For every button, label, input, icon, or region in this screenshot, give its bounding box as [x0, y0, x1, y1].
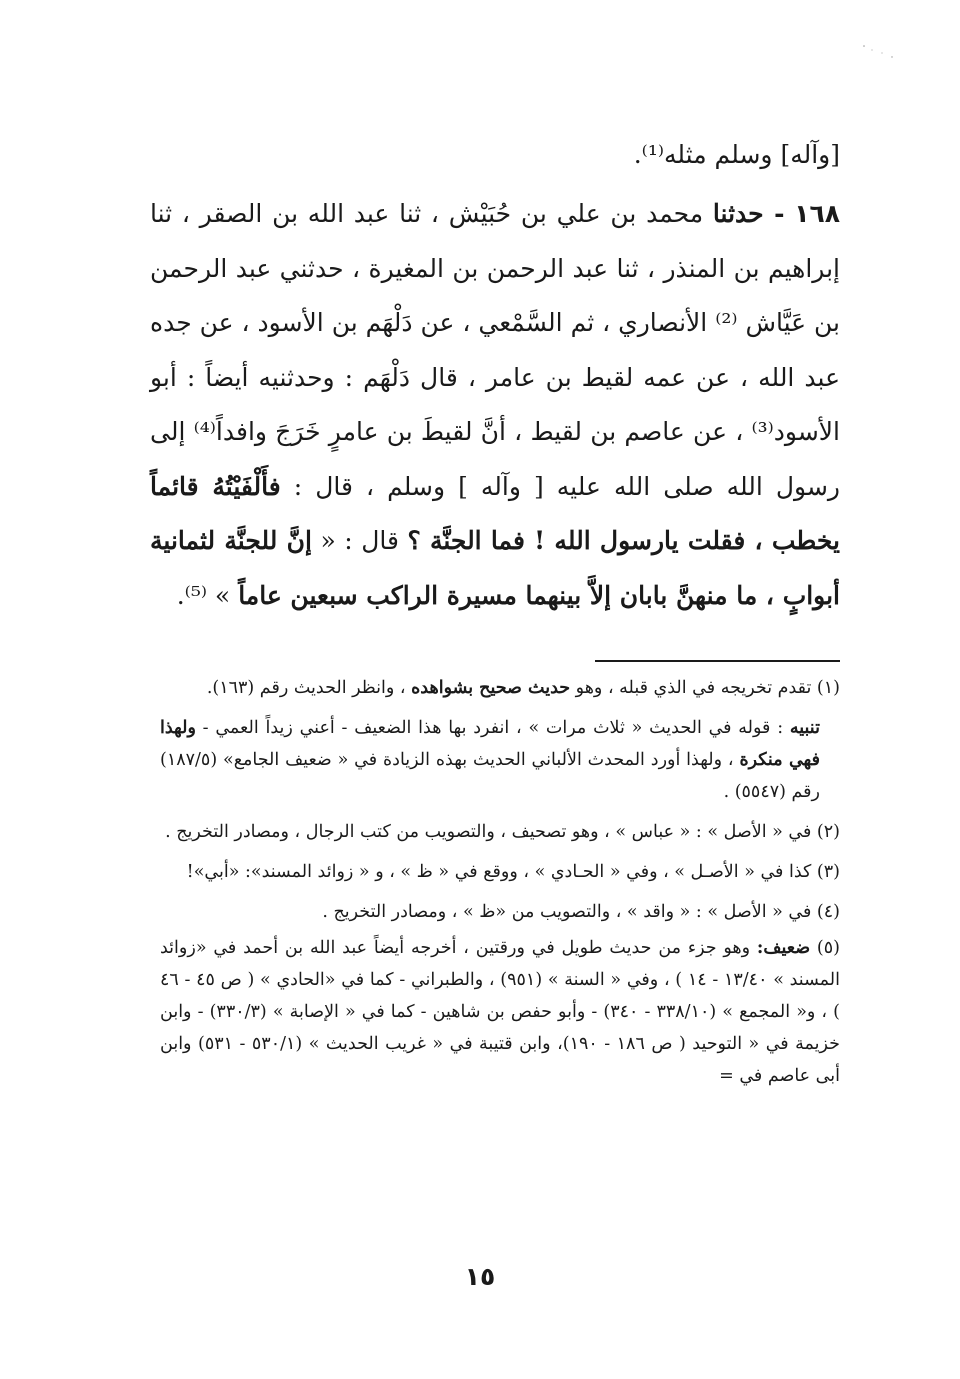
footnote-3: (٣) كذا في « الأصـل » ، وفي « الحـادي » ، ووقع في « ظ » ، و « زوائد المسند»: «أبي»! [186, 862, 840, 882]
continuation-text: [وآله] وسلم مثله⁽¹⁾. [633, 140, 840, 169]
footnote-5: (٥) ضعيف: وهو جزء من حديث طويل في ورقتين ، أخرجه أيضاً عبد الله بن أحمد في «زوائد المسند » ١٣/٤٠ - ١٤ ) ، وفي « السنة » (٩٥١) ، والطبراني - كما في «الحادي » ( ص ٤٥ - ٤٦ ) ، و« المجمع » (٣٣٨/١٠ - ٣٤٠) - وأبو حفص بن شاهين - كما في « الإصابة » (٣٣٠/٣) - وابن خزيمة في « التوحيد ( ص ١٨٦ - ١٩٠)، وابن قتيبة في « غريب الحديث » (٥٣٠/١ - ٥٣١) وابن أبى عاصم في = [160, 938, 840, 1086]
footnote-1: (١) تقدم تخريجه في الذي قبله ، وهو حديث صحيح بشواهده ، وانظر الحديث رقم (١٦٣). [206, 678, 840, 698]
hadith-phrase-bold-1: فأَلْفَيْتُهُ قائماً يخطب ، فقلت يارسول الله ! فما الجنَّة ؟ [150, 471, 841, 555]
scan-speck [860, 42, 900, 62]
page-number: ١٥ [464, 1262, 496, 1291]
footnotes [160, 672, 840, 1100]
hadith-opening: - حدثنا [712, 199, 785, 228]
hadith-phrase-plain: قال : « [320, 526, 399, 555]
hadith-chain: محمد بن علي بن حُبَيْش ، ثنا عبد الله بن الصقر ، ثنا إبراهيم بن المنذر ، ثنا عبد الرحمن بن المغيرة ، حدثني عبد الرحمن بن عَيَّاش ⁽²⁾ الأنصاري ، ثم السَّمْعي ، عن دَلْهَم بن الأسود ، عن جده عبد الله ، عن عمه لقيط بن عامر ، قال دَلْهَم : وحدثنيه أيضاً : أبو الأسود⁽³⁾ ، عن عاصم بن لقيط ، أنَّ لقيطَ بن عامرٍ خَرَجَ وافداً⁽⁴⁾ إلى رسول الله صلى الله عليه [ وآله ] وسلم ، قال : [150, 199, 840, 501]
footnote-2: (٢) في « الأصل » : « عباس » ، وهو تصحيف ، والتصويب من كتب الرجال ، ومصادر التخريج . [165, 822, 840, 842]
continuation-line [150, 128, 840, 183]
hadith-168 [150, 187, 840, 623]
hadith-closing: » ⁽⁵⁾. [176, 580, 231, 610]
hadith-phrase-bold-2: إنَّ للجنَّة لثمانية أبوابٍ ، ما منهنَّ بابان إلاَّ بينهما مسيرة الراكب سبعين عاماً [150, 526, 840, 610]
hadith-paragraph [150, 187, 840, 623]
footnote-divider [595, 660, 840, 662]
hadith-number: ١٦٨ [794, 199, 840, 228]
footnote-4: (٤) في « الأصل » : « واقد » ، والتصويب من «ظ » ، ومصادر التخريج . [322, 902, 840, 922]
footnote-tanbih: تنبيه : قوله في الحديث « ثلاث مرات » ، انفرد بها هذا الضعيف - أعني زيداً العمي - ولهذا فهي منكرة ، ولهذا أورد المحدث الألباني الحديث بهذه الزيادة في « ضعيف الجامع» (١٨٧/٥) رقم (٥٥٤٧) . [160, 718, 820, 802]
